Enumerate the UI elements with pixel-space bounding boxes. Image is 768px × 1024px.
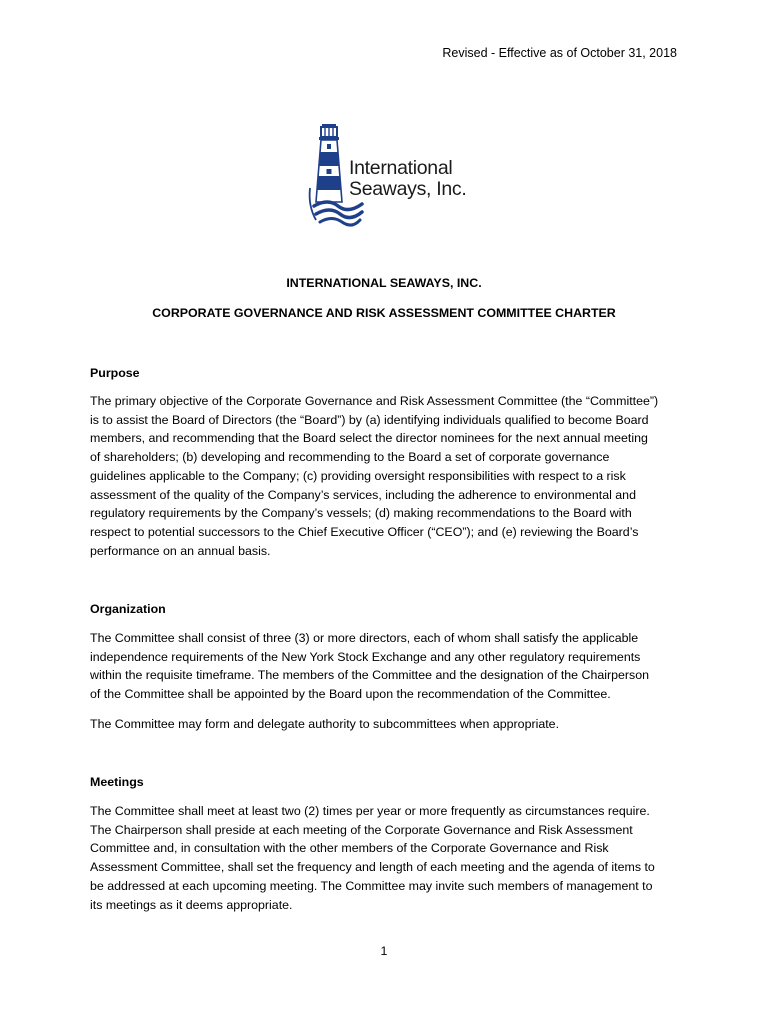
paragraph-line: regulatory requirements by the Company’s vessels; (d) making recommendations to the Board with	[90, 506, 632, 521]
paragraph-line: its meetings as it deems appropriate.	[90, 897, 293, 912]
meetings-heading: Meetings	[90, 775, 144, 789]
paragraph-line: assessment of the quality of the Company’s services, including the adherence to environmental and	[90, 487, 636, 502]
company-logo	[304, 118, 480, 228]
charter-title: CORPORATE GOVERNANCE AND RISK ASSESSMENT COMMITTEE CHARTER	[152, 306, 616, 320]
paragraph-line: be addressed at each upcoming meeting. The Committee may invite such members of management to	[90, 878, 653, 893]
organization-paragraph-2	[90, 715, 680, 734]
paragraph-line: guidelines applicable to the Company; (c) providing oversight responsibilities with respect to a risk	[90, 468, 626, 483]
paragraph-line: The Committee shall meet at least two (2) times per year or more frequently as circumstances require.	[90, 804, 650, 818]
paragraph-line: performance on an annual basis.	[90, 543, 271, 558]
page-number: 1	[380, 944, 388, 958]
paragraph-line: members, and recommending that the Board select the director nominees for the next annual meeting	[90, 431, 648, 446]
purpose-heading: Purpose	[90, 366, 140, 380]
paragraph-line: Assessment Committee, shall set the frequency and length of each meeting and the agenda of items to	[90, 860, 655, 875]
organization-heading: Organization	[90, 602, 166, 616]
paragraph-line: respect to potential successors to the Chief Executive Officer (“CEO”); and (e) reviewing the Board’s	[90, 524, 639, 539]
organization-paragraph-1	[90, 629, 680, 704]
paragraph-line: of shareholders; (b) developing and recommending to the Board a set of corporate governance	[90, 450, 610, 465]
paragraph-line: independence requirements of the New York Stock Exchange and any other regulatory requirements	[90, 649, 641, 664]
purpose-paragraph	[90, 392, 680, 560]
paragraph-line: The Committee may form and delegate authority to subcommittees when appropriate.	[90, 717, 560, 731]
paragraph-line: within the requisite timeframe. The members of the Committee and the designation of the Chairperson	[90, 668, 650, 683]
revised-date: Revised - Effective as of October 31, 2018	[442, 46, 677, 60]
logo-line-2: Seaways, Inc.	[349, 178, 467, 200]
meetings-paragraph	[90, 802, 680, 914]
logo-wordmark	[349, 158, 467, 200]
paragraph-line: The Chairperson shall preside at each meeting of the Corporate Governance and Risk Assessment	[90, 822, 633, 837]
paragraph-line: The Committee shall consist of three (3) or more directors, each of whom shall satisfy the applicable	[90, 631, 639, 645]
paragraph-line: of the Committee shall be appointed by the Board upon the recommendation of the Committee.	[90, 687, 611, 702]
paragraph-line: is to assist the Board of Directors (the “Board”) by (a) identifying individuals qualified to become Board	[90, 412, 649, 427]
logo-line-1: International	[349, 157, 453, 179]
paragraph-line: Committee and, in consultation with the other members of the Corporate Governance and Risk	[90, 841, 609, 856]
company-title: INTERNATIONAL SEAWAYS, INC.	[286, 276, 482, 290]
paragraph-line: The primary objective of the Corporate Governance and Risk Assessment Committee (the “Committee”)	[90, 394, 659, 408]
